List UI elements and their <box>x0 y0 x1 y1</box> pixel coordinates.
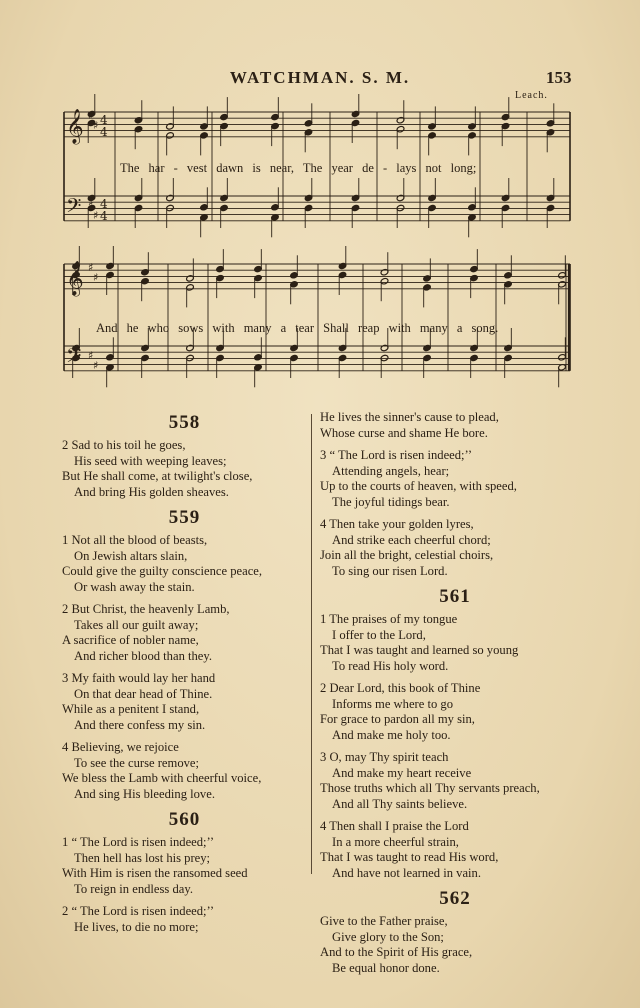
verse-line: To sing our risen Lord. <box>332 563 448 578</box>
stanza <box>62 671 307 733</box>
verse-line: And bring His golden sheaves. <box>74 484 229 499</box>
svg-text:𝄢: 𝄢 <box>66 344 82 372</box>
left-column <box>62 410 307 942</box>
verse-line: For grace to pardon all my sin, <box>320 712 475 726</box>
stanza <box>320 612 590 674</box>
right-column <box>320 410 590 983</box>
verse-line: And strike each cheerful chord; <box>332 532 491 547</box>
stanza <box>320 914 590 976</box>
stanza <box>320 681 590 743</box>
verse-line: 2 But Christ, the heavenly Lamb, <box>62 602 230 616</box>
verse-line: Whose curse and shame He bore. <box>320 425 488 440</box>
verse-line: Join all the bright, celestial choirs, <box>320 548 494 562</box>
hymn-number-560: 560 <box>168 809 201 830</box>
svg-text:4: 4 <box>100 125 108 139</box>
stanza <box>320 517 590 579</box>
verse-line: With Him is risen the ransomed seed <box>62 866 248 880</box>
hymn-561-text <box>320 612 590 881</box>
svg-text:♯: ♯ <box>88 349 94 362</box>
svg-text:♯: ♯ <box>93 271 99 284</box>
verse-line: I offer to the Lord, <box>332 627 426 642</box>
verse-line: And to the Spirit of His grace, <box>320 945 473 959</box>
svg-text:𝄢: 𝄢 <box>66 194 82 222</box>
verse-line: Could give the guilty conscience peace, <box>62 564 263 578</box>
verse-line: 4 Then shall I praise the Lord <box>320 819 469 833</box>
verse-line: Or wash away the stain. <box>74 579 195 594</box>
verse-line: 4 Then take your golden lyres, <box>320 517 474 531</box>
verse-line: And richer blood than they. <box>74 648 213 663</box>
verse-line: And make my heart receive <box>332 765 472 780</box>
hymn-number-562: 562 <box>439 888 471 909</box>
verse-line: To reign in endless day. <box>74 881 193 896</box>
verse-line: To read His holy word. <box>332 658 449 673</box>
verse-line: 1 The praises of my tongue <box>320 612 458 626</box>
svg-text:4: 4 <box>100 113 108 127</box>
verse-line: And there confess my sin. <box>74 717 206 732</box>
verse-line: And make me holy too. <box>332 727 451 742</box>
verse-line: On that dear head of Thine. <box>74 686 213 701</box>
verse-line: The joyful tidings bear. <box>332 494 450 509</box>
verse-line: Then hell has lost his prey; <box>74 850 211 865</box>
verse-line: On Jewish altars slain, <box>74 548 188 563</box>
verse-line: Up to the courts of heaven, with speed, <box>320 479 517 493</box>
stanza <box>320 819 590 881</box>
lyric-line-2: And he who sows with many a tear Shall reap with many a song. <box>96 321 499 335</box>
stanza <box>62 740 307 802</box>
verse-line: 4 Believing, we rejoice <box>62 740 179 754</box>
lyric-line-1: The har - vest dawn is near, The year de - lays not long; <box>120 161 477 175</box>
hymn-number-558: 558 <box>168 412 201 433</box>
verse-line: 2 “ The Lord is risen indeed;’’ <box>62 904 215 918</box>
hymn-number-561: 561 <box>439 586 471 607</box>
svg-text:♯: ♯ <box>88 261 94 274</box>
verse-line: That I was taught to read His word, <box>320 850 499 864</box>
verse-line: 3 O, may Thy spirit teach <box>320 750 449 764</box>
hymn-560-continued-text <box>320 410 590 579</box>
svg-text:♯: ♯ <box>93 119 99 132</box>
stanza <box>62 533 307 595</box>
stanza <box>320 410 590 441</box>
stanza <box>62 835 307 897</box>
verse-line: Attending angels, hear; <box>332 463 450 478</box>
verse-line: Takes all our guilt away; <box>74 617 199 632</box>
music-score <box>0 0 640 400</box>
hymn-559-text <box>62 533 307 802</box>
verse-line: A sacrifice of nobler name, <box>62 633 199 647</box>
verse-line: 1 “ The Lord is risen indeed;’’ <box>62 835 215 849</box>
stanza <box>320 750 590 812</box>
page-number: 153 <box>546 68 572 87</box>
svg-text:4: 4 <box>100 209 108 223</box>
stanza <box>62 602 307 664</box>
hymn-558-text <box>62 438 307 500</box>
verse-line: He lives, to die no more; <box>74 919 199 934</box>
composer-name: Leach. <box>515 90 548 101</box>
stanza <box>320 448 590 510</box>
verse-line: Give to the Father praise, <box>320 914 448 928</box>
verse-line: In a more cheerful strain, <box>332 834 459 849</box>
verse-line: 1 Not all the blood of beasts, <box>62 533 208 547</box>
verse-line: While as a penitent I stand, <box>62 702 200 716</box>
verse-line: That I was taught and learned so young <box>320 643 519 657</box>
verse-line: And all Thy saints believe. <box>332 796 468 811</box>
hymn-number-559: 559 <box>168 507 201 528</box>
verse-line: 2 Sad to his toil he goes, <box>62 438 186 452</box>
hymn-560-text <box>62 835 307 935</box>
svg-text:♯: ♯ <box>93 209 99 222</box>
column-divider <box>311 414 312 874</box>
verse-line: 3 “ The Lord is risen indeed;’’ <box>320 448 473 462</box>
verse-line: He lives the sinner's cause to plead, <box>320 410 499 424</box>
verse-line: But He shall come, at twilight's close, <box>62 469 253 483</box>
verse-line: Informs me where to go <box>332 696 454 711</box>
svg-text:𝄞: 𝄞 <box>66 261 84 296</box>
verse-line: To see the curse remove; <box>74 755 200 770</box>
verse-line: And have not learned in vain. <box>332 865 481 880</box>
svg-text:♯: ♯ <box>93 359 99 372</box>
svg-text:♯: ♯ <box>88 199 94 212</box>
stanza <box>62 904 307 935</box>
svg-text:4: 4 <box>100 197 108 211</box>
verse-line: Those truths which all Thy servants preach, <box>320 781 540 795</box>
verse-line: Give glory to the Son; <box>332 929 444 944</box>
verse-line: We bless the Lamb with cheerful voice, <box>62 771 262 785</box>
verse-line: Be equal honor done. <box>332 960 440 975</box>
tune-title: WATCHMAN. S. M. <box>229 68 411 87</box>
stanza <box>62 438 307 500</box>
svg-text:♯: ♯ <box>88 109 94 122</box>
verse-line: And sing His bleeding love. <box>74 786 215 801</box>
svg-text:𝄞: 𝄞 <box>66 109 84 144</box>
verse-line: 3 My faith would lay her hand <box>62 671 216 685</box>
verse-line: 2 Dear Lord, this book of Thine <box>320 681 481 695</box>
verse-line: His seed with weeping leaves; <box>74 453 227 468</box>
hymn-562-text <box>320 914 590 976</box>
